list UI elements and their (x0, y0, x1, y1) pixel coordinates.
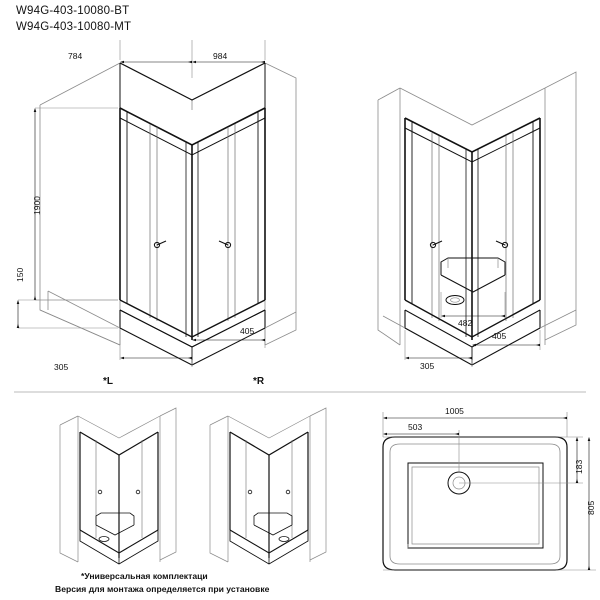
variant-right-drawing (210, 408, 326, 564)
dim-984: 984 (213, 51, 228, 61)
model-code-bt: W94G-403-10080-BT (16, 5, 130, 17)
dim-503: 503 (408, 422, 423, 432)
dim-405-left: 405 (240, 326, 255, 336)
dim-1900: 1900 (32, 196, 42, 215)
variant-left-label: *L (103, 376, 113, 387)
variant-right-label: *R (253, 376, 265, 387)
variant-left-drawing (60, 408, 176, 564)
tray-plan-drawing (383, 412, 596, 570)
dim-183: 183 (574, 459, 584, 474)
dim-150: 150 (15, 267, 25, 282)
dim-805: 805 (586, 500, 596, 515)
main-left-enclosure (40, 63, 296, 365)
note-line-2: Версия для монтажа определяется при установке (55, 584, 270, 594)
main-right-enclosure (378, 72, 576, 365)
note-line-1: *Универсальная комплектаци (81, 571, 208, 581)
dim-305-left: 305 (54, 362, 69, 372)
dim-405-right: 405 (492, 331, 507, 341)
model-code-mt: W94G-403-10080-MT (16, 21, 132, 33)
dim-482: 482 (458, 318, 473, 328)
dim-1005: 1005 (445, 406, 464, 416)
dim-784: 784 (68, 51, 83, 61)
dim-305-right: 305 (420, 361, 435, 371)
